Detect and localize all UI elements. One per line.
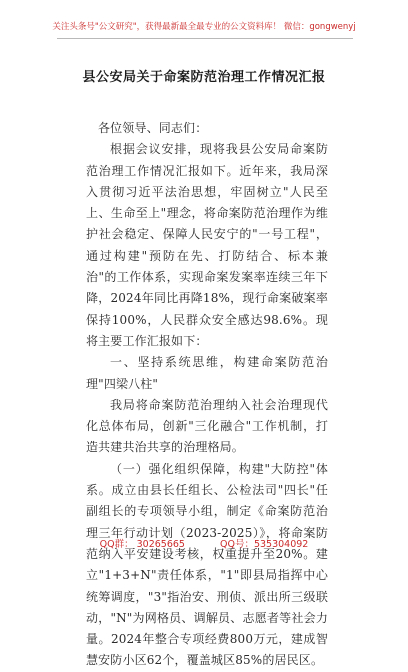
header-divider — [57, 38, 353, 39]
paragraph-section-1-intro: 我局将命案防范治理纳入社会治理现代化总体布局，创新"三化融合"工作机制，打造共建共治共享的治理格局。 — [86, 397, 328, 455]
paragraph-intro: 根据会议安排，现将我县公安局命案防范治理工作情况汇报如下。近年来，我局深入贯彻习近平法治思想，牢固树立"人民至上、生命至上"理念，将命案防范治理作为维护社会稳定、保障人民安宁的"一号工程"，通过构建"预防在先、打防结合、标本兼治"的工作体系，实现命案发案率连续三年下降，2024年同比再降18%，现行命案破案率保持100%，人民群众安全感达98.6%。现将主要工作汇报如下： — [86, 142, 328, 348]
greeting: 各位领导、同志们： — [98, 121, 208, 135]
paragraph-subsection-1: （一）强化组织保障，构建"大防控"体系。成立由县长任组长、公检法司"四长"任副组长的专项领导小组，制定《命案防范治理三年行动计划（2023-2025）》，将命案防范纳入平安建设考核，权重提升至20%。建立"1+3+N"责任体系，"1"即县局指挥中心统筹调度，"3"指治安、刑侦、派出所三级联动，"N"为网格员、调解员、志愿者等社会力量。2024年整合专项经费800万元，建成智慧安防小区62个，覆盖城区85%的居民区。 — [86, 461, 328, 668]
section-heading-1: 一、坚持系统思维，构建命案防范治理"四梁八柱" — [86, 355, 328, 391]
footer-contact — [0, 536, 408, 550]
document-body — [86, 118, 328, 672]
footer-qq-number: QQ号：535304092 — [220, 539, 309, 550]
header-promo-text: 关注头条号"公文研究"，获得最新最全最专业的公文资料库！ 微信：gongwenyj — [52, 22, 356, 32]
document-title: 县公安局关于命案防范治理工作情况汇报 — [82, 70, 326, 85]
footer-qq-group: QQ群： 30265665 — [99, 539, 185, 550]
